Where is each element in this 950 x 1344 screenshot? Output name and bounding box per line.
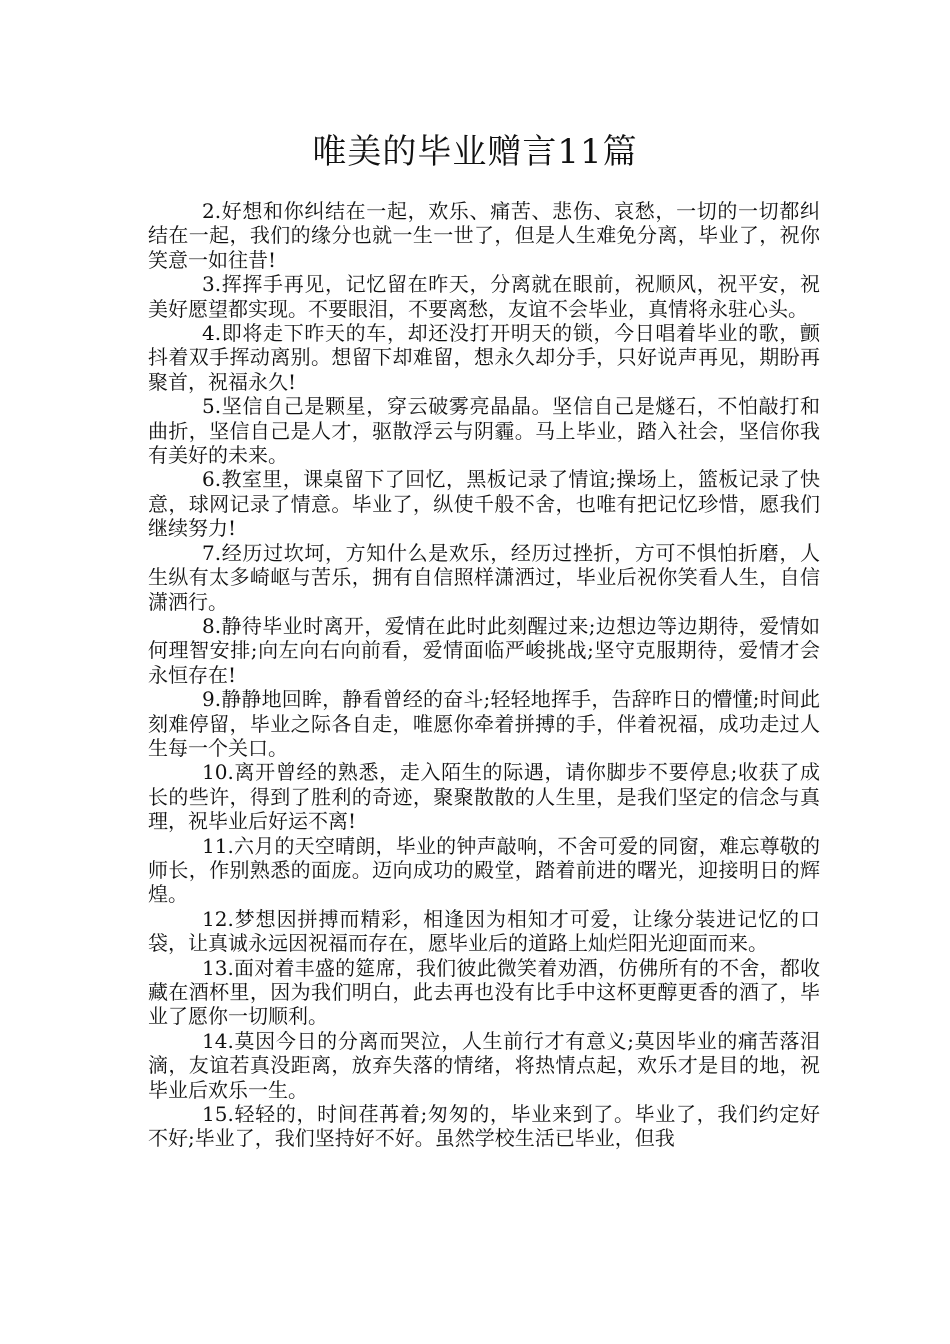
paragraph: 7.经历过坎坷，方知什么是欢乐，经历过挫折，方可不惧怕折磨，人生纵有太多崎岖与苦乐，拥有自信照样潇洒过，毕业后祝你笑看人生，自信潇洒行。 (148, 540, 820, 614)
paragraph: 8.静待毕业时离开，爱情在此时此刻醒过来;边想边等边期待，爱情如何理智安排;向左向右向前看，爱情面临严峻挑战;坚守克服期待，爱情才会永恒存在! (148, 613, 820, 687)
paragraph: 11.六月的天空晴朗，毕业的钟声敲响，不舍可爱的同窗，难忘尊敬的师长，作别熟悉的面庞。迈向成功的殿堂，踏着前进的曙光，迎接明日的辉煌。 (148, 833, 820, 907)
paragraph: 12.梦想因拼搏而精彩，相逢因为相知才可爱，让缘分装进记忆的口袋，让真诚永远因祝福而存在，愿毕业后的道路上灿烂阳光迎面而来。 (148, 906, 820, 956)
page-title: 唯美的毕业赠言11篇 (312, 132, 638, 172)
paragraph: 15.轻轻的，时间荏苒着;匆匆的，毕业来到了。毕业了，我们约定好不好;毕业了，我们坚持好不好。虽然学校生活已毕业，但我 (148, 1102, 820, 1151)
paragraph: 5.坚信自己是颗星，穿云破雾亮晶晶。坚信自己是燧石，不怕敲打和曲折，坚信自己是人才，驱散浮云与阴霾。马上毕业，踏入社会，坚信你我有美好的未来。 (148, 394, 820, 468)
paragraph: 3.挥挥手再见，记忆留在昨天，分离就在眼前，祝顺风，祝平安，祝美好愿望都实现。不要眼泪，不要离愁，友谊不会毕业，真情将永驻心头。 (148, 272, 820, 321)
paragraph: 14.莫因今日的分离而哭泣，人生前行才有意义;莫因毕业的痛苦落泪滴，友谊若真没距离，放弃失落的情绪，将热情点起，欢乐才是目的地，祝毕业后欢乐一生。 (148, 1028, 820, 1102)
paragraph: 13.面对着丰盛的筵席，我们彼此微笑着劝酒，仿佛所有的不舍，都收藏在酒杯里，因为我们明白，此去再也没有比手中这杯更醇更香的酒了，毕业了愿你一切顺利。 (148, 955, 820, 1029)
paragraph: 4.即将走下昨天的车，却还没打开明天的锁，今日唱着毕业的歌，颤抖着双手挥动离别。想留下却难留，想永久却分手，只好说声再见，期盼再聚首，祝福永久! (148, 321, 820, 394)
document-body (148, 199, 820, 1239)
paragraph: 2.好想和你纠结在一起，欢乐、痛苦、悲伤、哀愁，一切的一切都纠结在一起，我们的缘分也就一生一世了，但是人生难免分离，毕业了，祝你笑意一如往昔! (148, 199, 820, 272)
paragraph: 10.离开曾经的熟悉，走入陌生的际遇，请你脚步不要停息;收获了成长的些许，得到了胜利的奇迹，聚聚散散的人生里，是我们坚定的信念与真理，祝毕业后好运不离! (148, 760, 820, 834)
paragraph: 9.静静地回眸，静看曾经的奋斗;轻轻地挥手，告辞昨日的懵懂;时间此刻难停留，毕业之际各自走，唯愿你牵着拼搏的手，伴着祝福，成功走过人生每一个关口。 (148, 687, 820, 760)
paragraph: 6.教室里，课桌留下了回忆，黑板记录了情谊;操场上，篮板记录了快意，球网记录了情意。毕业了，纵使千般不舍，也唯有把记忆珍惜，愿我们继续努力! (148, 467, 820, 541)
